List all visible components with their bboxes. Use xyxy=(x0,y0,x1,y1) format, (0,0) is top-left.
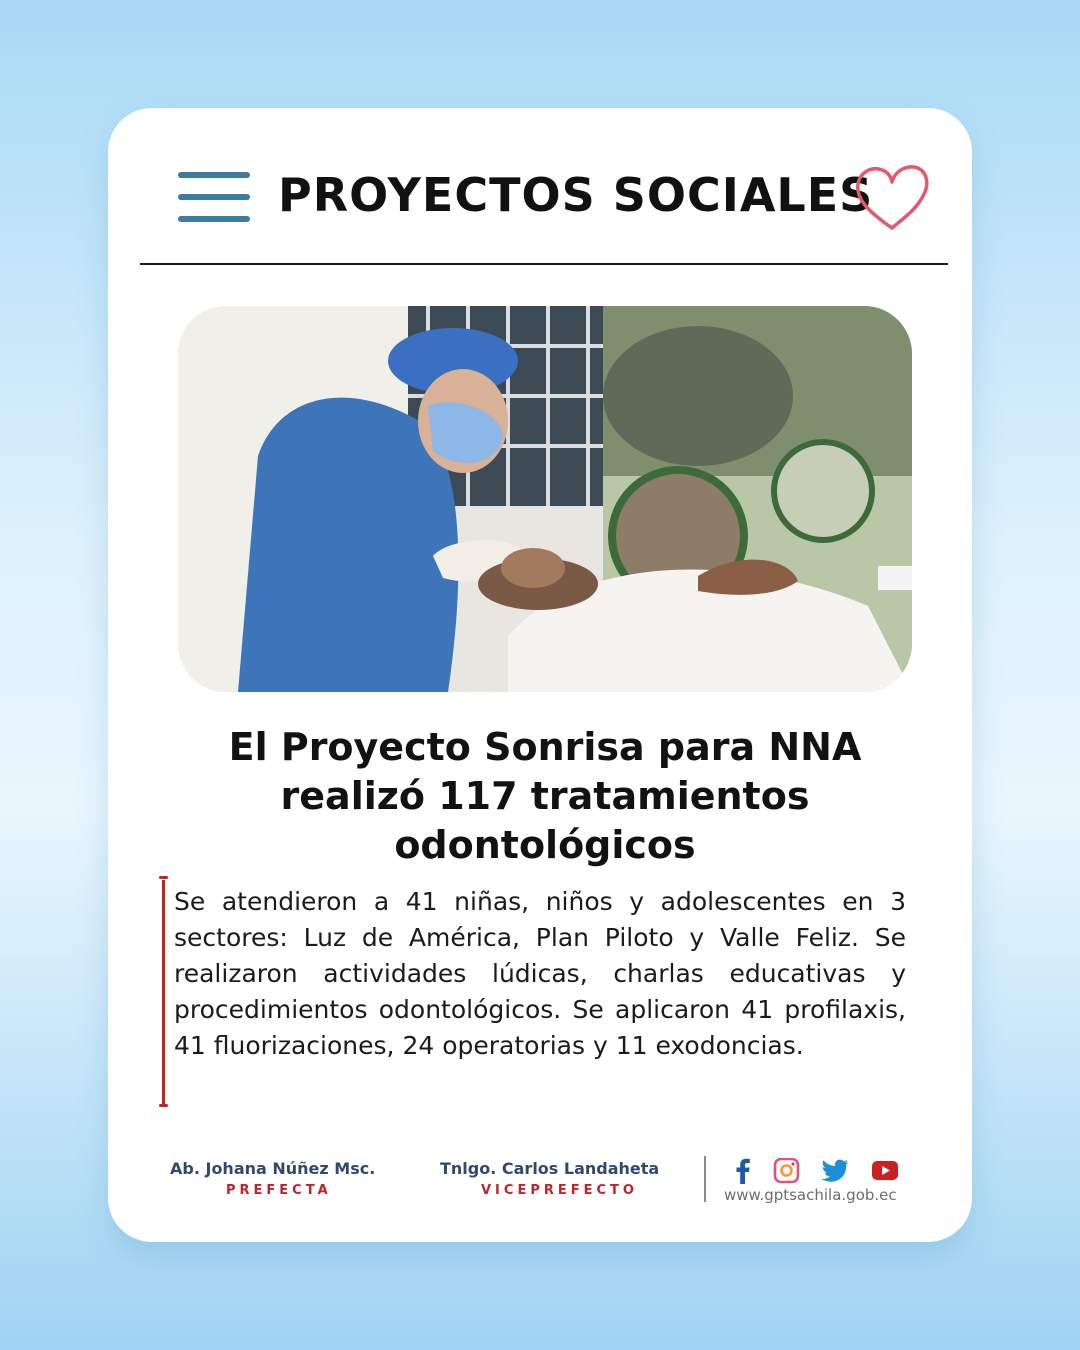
body-accent-rule xyxy=(162,880,165,1104)
prefect-name: Ab. Johana Núñez Msc. xyxy=(170,1159,376,1178)
dental-care-photo xyxy=(178,306,912,692)
body-text: Se atendieron a 41 niñas, niños y adolescentes en 3 sectores: Luz de América, Plan Piloto y Valle Feliz. Se realizaron actividades lúdicas, charlas educativas y procedimientos odontológicos. Se aplicaron 41 profilaxis, 41 fluorizaciones, 24 operatorias y 11 exodoncias. xyxy=(174,887,906,1060)
prefect-role: PREFECTA xyxy=(226,1183,332,1198)
post-card xyxy=(108,108,972,1242)
headline-line-1: El Proyecto Sonrisa para NNA xyxy=(228,725,862,769)
heart-icon xyxy=(852,158,932,238)
website-link[interactable]: www.gptsachila.gob.ec xyxy=(724,1186,897,1204)
page-title: PROYECTOS SOCIALES xyxy=(278,168,874,222)
instagram-icon[interactable] xyxy=(771,1158,801,1184)
headline-line-2: realizó 117 tratamientos xyxy=(280,774,810,818)
twitter-icon[interactable] xyxy=(820,1158,850,1184)
vice-prefect-role: VICEPREFECTO xyxy=(481,1183,638,1198)
vice-prefect-name: Tnlgo. Carlos Landaheta xyxy=(440,1159,660,1178)
headline xyxy=(168,723,922,870)
body-rule-cap-bottom xyxy=(159,1104,168,1107)
youtube-icon[interactable] xyxy=(870,1158,900,1184)
menu-icon[interactable] xyxy=(178,172,250,224)
facebook-icon[interactable] xyxy=(728,1158,758,1184)
headline-line-3: odontológicos xyxy=(394,823,696,867)
body-rule-cap-top xyxy=(159,876,168,879)
footer-separator xyxy=(704,1156,706,1202)
header-divider xyxy=(140,263,948,265)
